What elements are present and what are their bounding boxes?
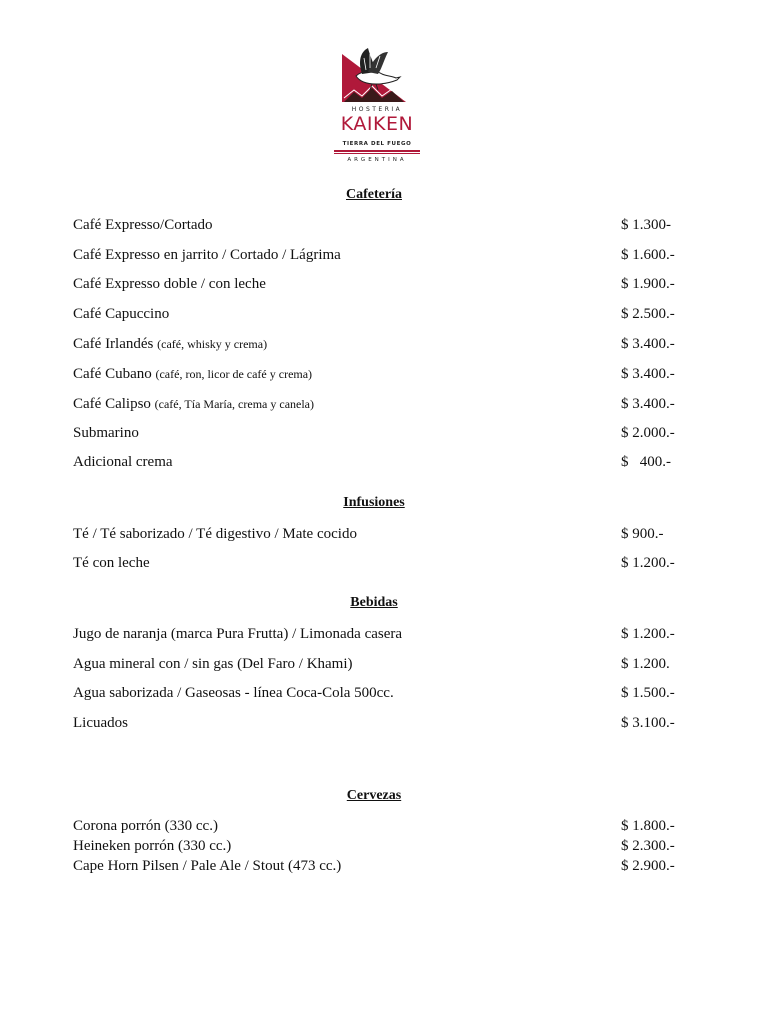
menu-item: [73, 394, 693, 414]
item-name: Submarino: [73, 425, 139, 441]
section-title-cervezas: Cervezas: [346, 788, 402, 803]
menu-item: [73, 215, 693, 235]
item-price: $ 2.000.-: [621, 425, 675, 441]
menu-item: [73, 856, 693, 876]
logo-divider: [334, 150, 420, 152]
logo-subtitle: TIERRA DEL FUEGO: [342, 141, 412, 147]
item-name: Té con leche: [73, 555, 150, 571]
item-price: $ 1.900.-: [621, 276, 675, 292]
item-price: $ 1.200.-: [621, 555, 675, 571]
menu-item: [73, 274, 693, 294]
item-note: (café, whisky y crema): [157, 337, 268, 351]
item-price: $ 400.-: [621, 454, 671, 470]
menu-item: [73, 836, 693, 856]
logo-divider-thin: [334, 153, 420, 154]
item-price: $ 1.600.-: [621, 247, 675, 263]
item-price: $ 1.300-: [621, 217, 671, 233]
item-name: Café Calipso (café, Tía María, crema y canela): [73, 396, 314, 412]
item-name: Adicional crema: [73, 454, 173, 470]
item-price: $ 2.900.-: [621, 858, 675, 874]
item-price: $ 3.400.-: [621, 396, 675, 412]
menu-item: [73, 553, 693, 573]
menu-item: [73, 524, 693, 544]
menu-item: [73, 624, 693, 644]
item-name: Agua saborizada / Gaseosas - línea Coca-Cola 500cc.: [73, 685, 394, 701]
section-title-cafeteria: Cafetería: [346, 187, 402, 202]
menu-item: [73, 816, 693, 836]
menu-item: [73, 423, 693, 443]
menu-item: [73, 245, 693, 265]
item-name: Café Expresso doble / con leche: [73, 276, 266, 292]
item-price: $ 1.200.: [621, 656, 670, 672]
item-note: (café, Tía María, crema y canela): [154, 397, 314, 411]
item-price: $ 3.400.-: [621, 366, 675, 382]
logo-top-text: HOSTERIA: [351, 106, 403, 113]
menu-item: [73, 713, 693, 733]
menu-item: [73, 304, 693, 324]
item-name: Café Irlandés (café, whisky y crema): [73, 336, 268, 352]
item-price: $ 3.400.-: [621, 336, 675, 352]
item-price: $ 2.300.-: [621, 838, 675, 854]
item-name: Corona porrón (330 cc.): [73, 818, 218, 834]
item-name: Cape Horn Pilsen / Pale Ale / Stout (473 cc.): [73, 858, 342, 874]
item-price: $ 2.500.-: [621, 306, 675, 322]
item-price: $ 1.500.-: [621, 685, 675, 701]
logo-country: ARGENTINA: [347, 157, 407, 163]
section-title-bebidas: Bebidas: [350, 595, 398, 610]
menu-item: [73, 654, 693, 674]
menu-item: [73, 334, 693, 354]
item-price: $ 900.-: [621, 526, 664, 542]
logo-name: KAIKEN: [340, 113, 414, 135]
item-name: Licuados: [73, 715, 128, 731]
item-price: $ 1.800.-: [621, 818, 675, 834]
item-name: Té / Té saborizado / Té digestivo / Mate cocido: [73, 526, 357, 542]
item-name: Agua mineral con / sin gas (Del Faro / Khami): [73, 656, 353, 672]
item-name: Café Expresso/Cortado: [73, 217, 213, 233]
menu-item: [73, 364, 693, 384]
item-name: Café Expresso en jarrito / Cortado / Lágrima: [73, 247, 341, 263]
item-name: Heineken porrón (330 cc.): [73, 838, 232, 854]
hosteria-kaiken-logo: [322, 46, 432, 170]
item-name: Café Cubano (café, ron, licor de café y crema): [73, 366, 313, 382]
item-price: $ 3.100.-: [621, 715, 675, 731]
menu-item: [73, 452, 693, 472]
item-price: $ 1.200.-: [621, 626, 675, 642]
section-title-infusiones: Infusiones: [343, 495, 405, 510]
item-name: Café Capuccino: [73, 306, 170, 322]
menu-item: [73, 683, 693, 703]
item-name: Jugo de naranja (marca Pura Frutta) / Limonada casera: [73, 626, 403, 642]
logo-lettering: [322, 46, 432, 170]
item-note: (café, ron, licor de café y crema): [155, 367, 313, 381]
